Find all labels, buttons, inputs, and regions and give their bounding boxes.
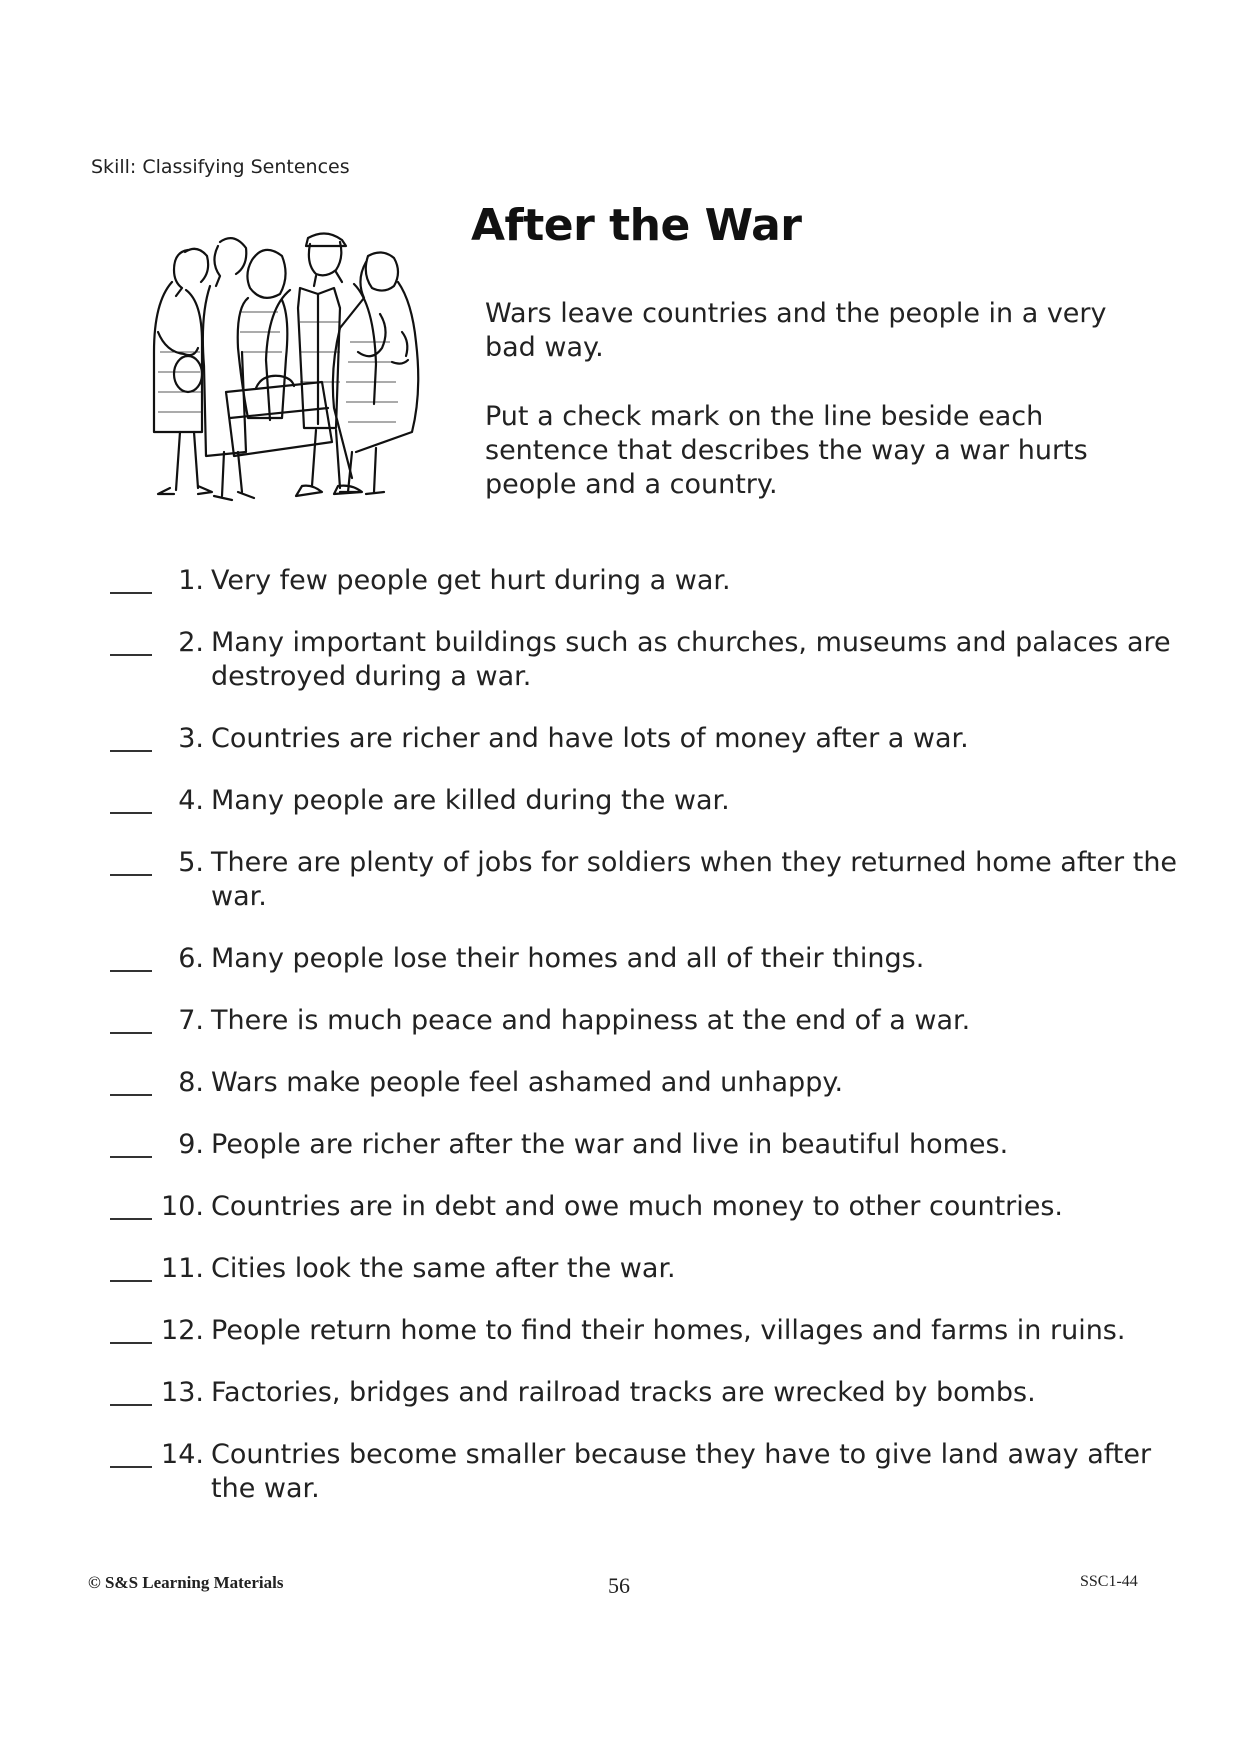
item-text: Very few people get hurt during a war. (211, 565, 731, 596)
item-number: 10. (161, 1191, 204, 1222)
item-text: There are plenty of jobs for soldiers when they returned home after the war. (211, 847, 1178, 912)
check-line[interactable] (110, 1280, 152, 1282)
item-text: People are richer after the war and live in beautiful homes. (211, 1129, 1009, 1160)
item-number: 3. (178, 723, 204, 754)
check-line[interactable] (110, 1094, 152, 1096)
check-line[interactable] (110, 1218, 152, 1220)
item-number: 8. (178, 1067, 204, 1098)
item-text: Wars make people feel ashamed and unhappy. (211, 1067, 844, 1098)
check-line[interactable] (110, 654, 152, 656)
check-line[interactable] (110, 874, 152, 876)
item-text: Countries become smaller because they have to give land away after the war. (211, 1439, 1152, 1504)
item-number: 12. (161, 1315, 204, 1346)
item-text: Countries are in debt and owe much money to other countries. (211, 1191, 1064, 1222)
check-line[interactable] (110, 750, 152, 752)
item-text: People return home to find their homes, villages and farms in ruins. (211, 1315, 1126, 1346)
item-text: Many people are killed during the war. (211, 785, 730, 816)
refugees-illustration (140, 222, 430, 527)
page-number: 56 (608, 1573, 630, 1598)
check-line[interactable] (110, 592, 152, 594)
check-line[interactable] (110, 1466, 152, 1468)
item-text: Many people lose their homes and all of their things. (211, 943, 925, 974)
sentence-list (100, 564, 1180, 1506)
sentence-item-7 (100, 1004, 1180, 1038)
sentence-item-12 (100, 1314, 1180, 1348)
sentence-item-8 (100, 1066, 1180, 1100)
sentence-item-5 (100, 846, 1180, 914)
sentence-item-2 (100, 626, 1180, 694)
item-number: 7. (178, 1005, 204, 1036)
check-line[interactable] (110, 1156, 152, 1158)
item-number: 6. (178, 943, 204, 974)
item-text: There is much peace and happiness at the end of a war. (211, 1005, 971, 1036)
sentence-item-3 (100, 722, 1180, 756)
intro-paragraph: Wars leave countries and the people in a very bad way. (485, 298, 1107, 363)
item-text: Countries are richer and have lots of money after a war. (211, 723, 969, 754)
footer-code: SSC1-44 (1080, 1573, 1138, 1590)
item-number: 9. (178, 1129, 204, 1160)
skill-label: Skill: Classifying Sentences (91, 156, 350, 178)
item-number: 1. (178, 565, 204, 596)
item-number: 14. (161, 1439, 204, 1470)
footer-copyright: © S&S Learning Materials (88, 1573, 284, 1592)
instructions-paragraph: Put a check mark on the line beside each sentence that describes the way a war hurts people and a country. (485, 401, 1088, 500)
item-number: 13. (161, 1377, 204, 1408)
check-line[interactable] (110, 812, 152, 814)
item-text: Many important buildings such as churches, museums and palaces are destroyed during a war. (211, 627, 1171, 692)
sentence-item-1 (100, 564, 1180, 598)
check-line[interactable] (110, 1404, 152, 1406)
sentence-item-4 (100, 784, 1180, 818)
sentence-item-11 (100, 1252, 1180, 1286)
item-number: 11. (161, 1253, 204, 1284)
sentence-item-9 (100, 1128, 1180, 1162)
item-number: 2. (178, 627, 204, 658)
item-text: Cities look the same after the war. (211, 1253, 676, 1284)
item-text: Factories, bridges and railroad tracks are wrecked by bombs. (211, 1377, 1036, 1408)
item-number: 4. (178, 785, 204, 816)
check-line[interactable] (110, 1342, 152, 1344)
check-line[interactable] (110, 970, 152, 972)
sentence-item-6 (100, 942, 1180, 976)
sentence-item-13 (100, 1376, 1180, 1410)
page-title: After the War (471, 200, 802, 251)
check-line[interactable] (110, 1032, 152, 1034)
sentence-item-10 (100, 1190, 1180, 1224)
item-number: 5. (178, 847, 204, 878)
sentence-item-14 (100, 1438, 1180, 1506)
